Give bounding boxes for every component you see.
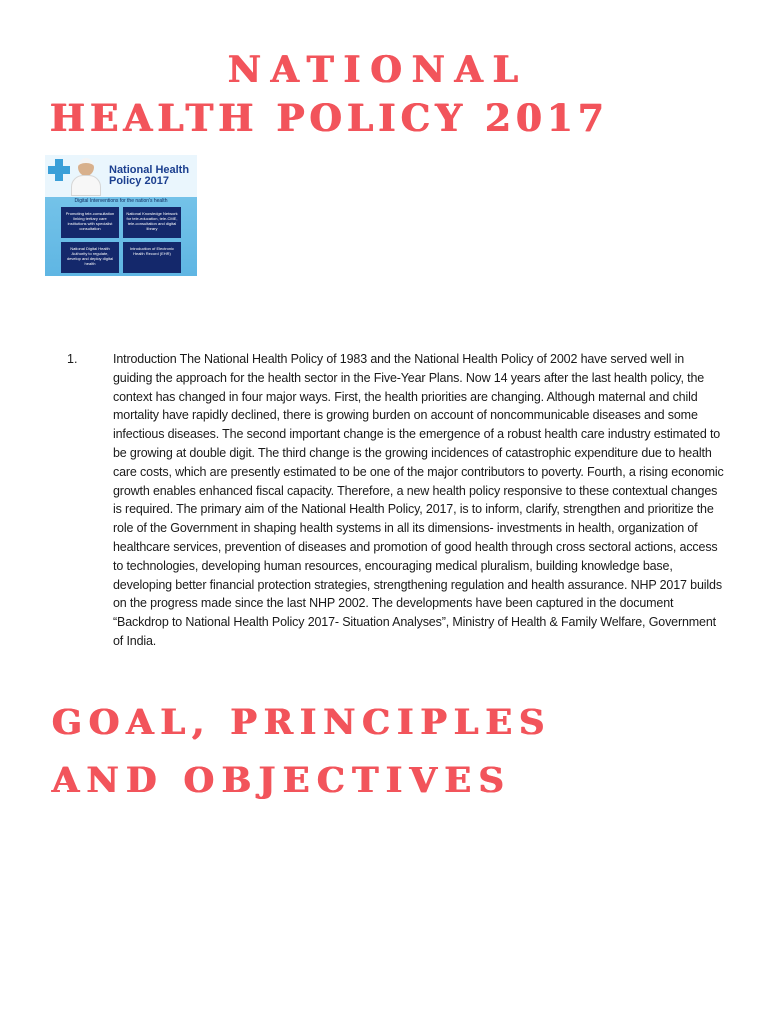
page-title-line-1: NATIONAL <box>228 49 529 91</box>
thumbnail-cell: Introduction of Electronic Health Record (EHR) <box>123 242 181 273</box>
portrait-illustration <box>69 158 103 196</box>
thumbnail-cell: National Digital Health Authority to regulate, develop and deploy digital health <box>61 242 119 273</box>
page-title-line-2: HEALTH POLICY 2017 <box>50 96 609 140</box>
thumbnail-subtitle: Digital Interventions for the nation's health <box>74 198 168 204</box>
thumbnail-cell: Promoting tele-consultation linking tertiary care institutions with specialist consultation <box>61 207 119 238</box>
thumbnail-title: National Health Policy 2017 <box>109 164 190 187</box>
section-heading-line-1: GOAL, PRINCIPLES <box>52 702 552 743</box>
medical-cross-icon <box>48 159 70 181</box>
introduction-paragraph: Introduction The National Health Policy of 1983 and the National Health Policy of 2002 have served well in guiding the approach for the health sector in the Five-Year Plans. Now 14 years after the last health policy, the context has changed in four major ways. First, the health priorities are changing. Although maternal and child mortality have rapidly declined, there is growing burden on account of noncommunicable diseases and some infectious diseases. The second important change is the emergence of a robust health care industry estimated to be growing at double digit. The third change is the growing incidences of catastrophic expenditure due to health care costs, which are presently estimated to be one of the major contributors to poverty. Fourth, a rising economic growth enables enhanced fiscal capacity. Therefore, a new health policy responsive to these contextual changes is required. The primary aim of the National Health Policy, 2017, is to inform, clarify, strengthen and prioritize the role of the Government in shaping health systems in all its dimensions- investments in health, organization of healthcare services, prevention of diseases and promotion of good health through cross sectoral actions, access to technologies, developing human resources, encouraging medical pluralism, building knowledge base, developing better financial protection strategies, strengthening regulation and health assurance. NHP 2017 builds on the progress made since the last NHP 2002. The developments have been captured in the document “Backdrop to National Health Policy 2017- Situation Analyses”, Ministry of Health & Family Welfare, Government of India. <box>113 352 724 648</box>
thumbnail-cell: National Knowledge Network for tele-education, tele-CME, tele-consultation and digital library <box>123 207 181 238</box>
policy-thumbnail-image <box>45 155 197 276</box>
thumbnail-grid <box>61 207 181 273</box>
list-item-number: 1. <box>67 352 78 366</box>
section-heading-line-2: AND OBJECTIVES <box>52 760 512 801</box>
